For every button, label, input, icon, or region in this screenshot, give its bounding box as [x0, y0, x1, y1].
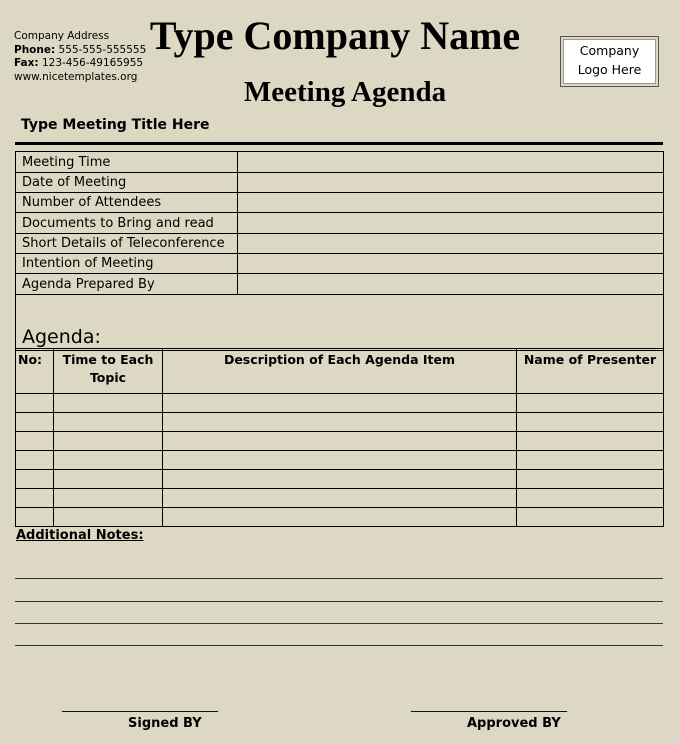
- details-row: Meeting Time: [16, 152, 664, 173]
- notes-label: Additional Notes:: [16, 528, 144, 543]
- agenda-cell[interactable]: [163, 413, 517, 432]
- signed-by-label: Signed BY: [128, 716, 202, 731]
- company-name: Type Company Name: [149, 13, 521, 58]
- col-presenter: Name of Presenter: [517, 349, 664, 394]
- value-cell[interactable]: [238, 254, 664, 274]
- fax: 123-456-49165955: [41, 57, 144, 69]
- value-cell[interactable]: [238, 234, 664, 254]
- agenda-cell[interactable]: [16, 489, 54, 508]
- value-cell[interactable]: [238, 173, 664, 193]
- col-description: Description of Each Agenda Item: [163, 349, 517, 394]
- notes-line[interactable]: [15, 645, 663, 646]
- agenda-cell[interactable]: [163, 451, 517, 470]
- agenda-cell[interactable]: [54, 489, 163, 508]
- agenda-cell[interactable]: [517, 394, 664, 413]
- logo-text-line1: Company: [579, 43, 640, 58]
- agenda-cell[interactable]: [16, 508, 54, 527]
- title-rule: [15, 142, 663, 145]
- notes-line[interactable]: [15, 601, 663, 602]
- agenda-cell[interactable]: [54, 508, 163, 527]
- agenda-cell[interactable]: [16, 394, 54, 413]
- agenda-cell[interactable]: [54, 470, 163, 489]
- agenda-cell[interactable]: [517, 432, 664, 451]
- value-cell[interactable]: [238, 213, 664, 234]
- agenda-row: [16, 413, 664, 432]
- details-row: Documents to Bring and read: [16, 213, 664, 234]
- agenda-cell[interactable]: [517, 451, 664, 470]
- fax-label: Fax:: [14, 57, 39, 69]
- details-row: Number of Attendees: [16, 193, 664, 213]
- details-row: Date of Meeting: [16, 173, 664, 193]
- agenda-cell[interactable]: [54, 451, 163, 470]
- agenda-row: [16, 432, 664, 451]
- logo-placeholder[interactable]: [560, 36, 659, 87]
- agenda-row: [16, 489, 664, 508]
- agenda-cell[interactable]: [16, 470, 54, 489]
- notes-line[interactable]: [15, 623, 663, 624]
- agenda-cell[interactable]: [517, 489, 664, 508]
- company-contact: [14, 30, 146, 84]
- notes-line[interactable]: [15, 578, 663, 579]
- agenda-row: [16, 394, 664, 413]
- document-title: Meeting Agenda: [243, 76, 447, 108]
- agenda-cell[interactable]: [16, 432, 54, 451]
- agenda-cell[interactable]: [163, 394, 517, 413]
- agenda-row: [16, 451, 664, 470]
- agenda-heading: Agenda:: [16, 295, 664, 351]
- phone: 555-555-555555: [58, 43, 147, 56]
- col-time: Time to Each Topic: [54, 349, 163, 394]
- agenda-cell[interactable]: [54, 413, 163, 432]
- agenda-cell[interactable]: [54, 394, 163, 413]
- value-cell[interactable]: [238, 193, 664, 213]
- agenda-cell[interactable]: [54, 432, 163, 451]
- website: www.nicetemplates.org: [14, 70, 138, 83]
- agenda-row: [16, 508, 664, 527]
- approved-by-label: Approved BY: [467, 716, 561, 731]
- value-cell[interactable]: [238, 152, 664, 173]
- details-row: Intention of Meeting: [16, 254, 664, 274]
- agenda-cell[interactable]: [163, 432, 517, 451]
- agenda-table: [15, 348, 664, 527]
- col-no: No:: [16, 349, 54, 394]
- agenda-cell[interactable]: [163, 508, 517, 527]
- phone-label: Phone:: [14, 43, 56, 56]
- agenda-cell[interactable]: [163, 470, 517, 489]
- agenda-cell[interactable]: [517, 470, 664, 489]
- value-cell[interactable]: [238, 274, 664, 295]
- agenda-row: [16, 470, 664, 489]
- signed-line[interactable]: ________________________: [62, 698, 218, 713]
- company-address: Company Address: [14, 30, 110, 42]
- details-row: Agenda Prepared By: [16, 274, 664, 295]
- agenda-cell[interactable]: [517, 413, 664, 432]
- details-table: [15, 151, 664, 351]
- agenda-header-row: [16, 349, 664, 394]
- agenda-cell[interactable]: [163, 489, 517, 508]
- agenda-cell[interactable]: [16, 451, 54, 470]
- meeting-title[interactable]: Type Meeting Title Here: [21, 117, 210, 133]
- agenda-cell[interactable]: [517, 508, 664, 527]
- logo-text-line2: Logo Here: [577, 62, 642, 77]
- approved-line[interactable]: ________________________: [411, 698, 567, 713]
- details-row: Short Details of Teleconference: [16, 234, 664, 254]
- agenda-cell[interactable]: [16, 413, 54, 432]
